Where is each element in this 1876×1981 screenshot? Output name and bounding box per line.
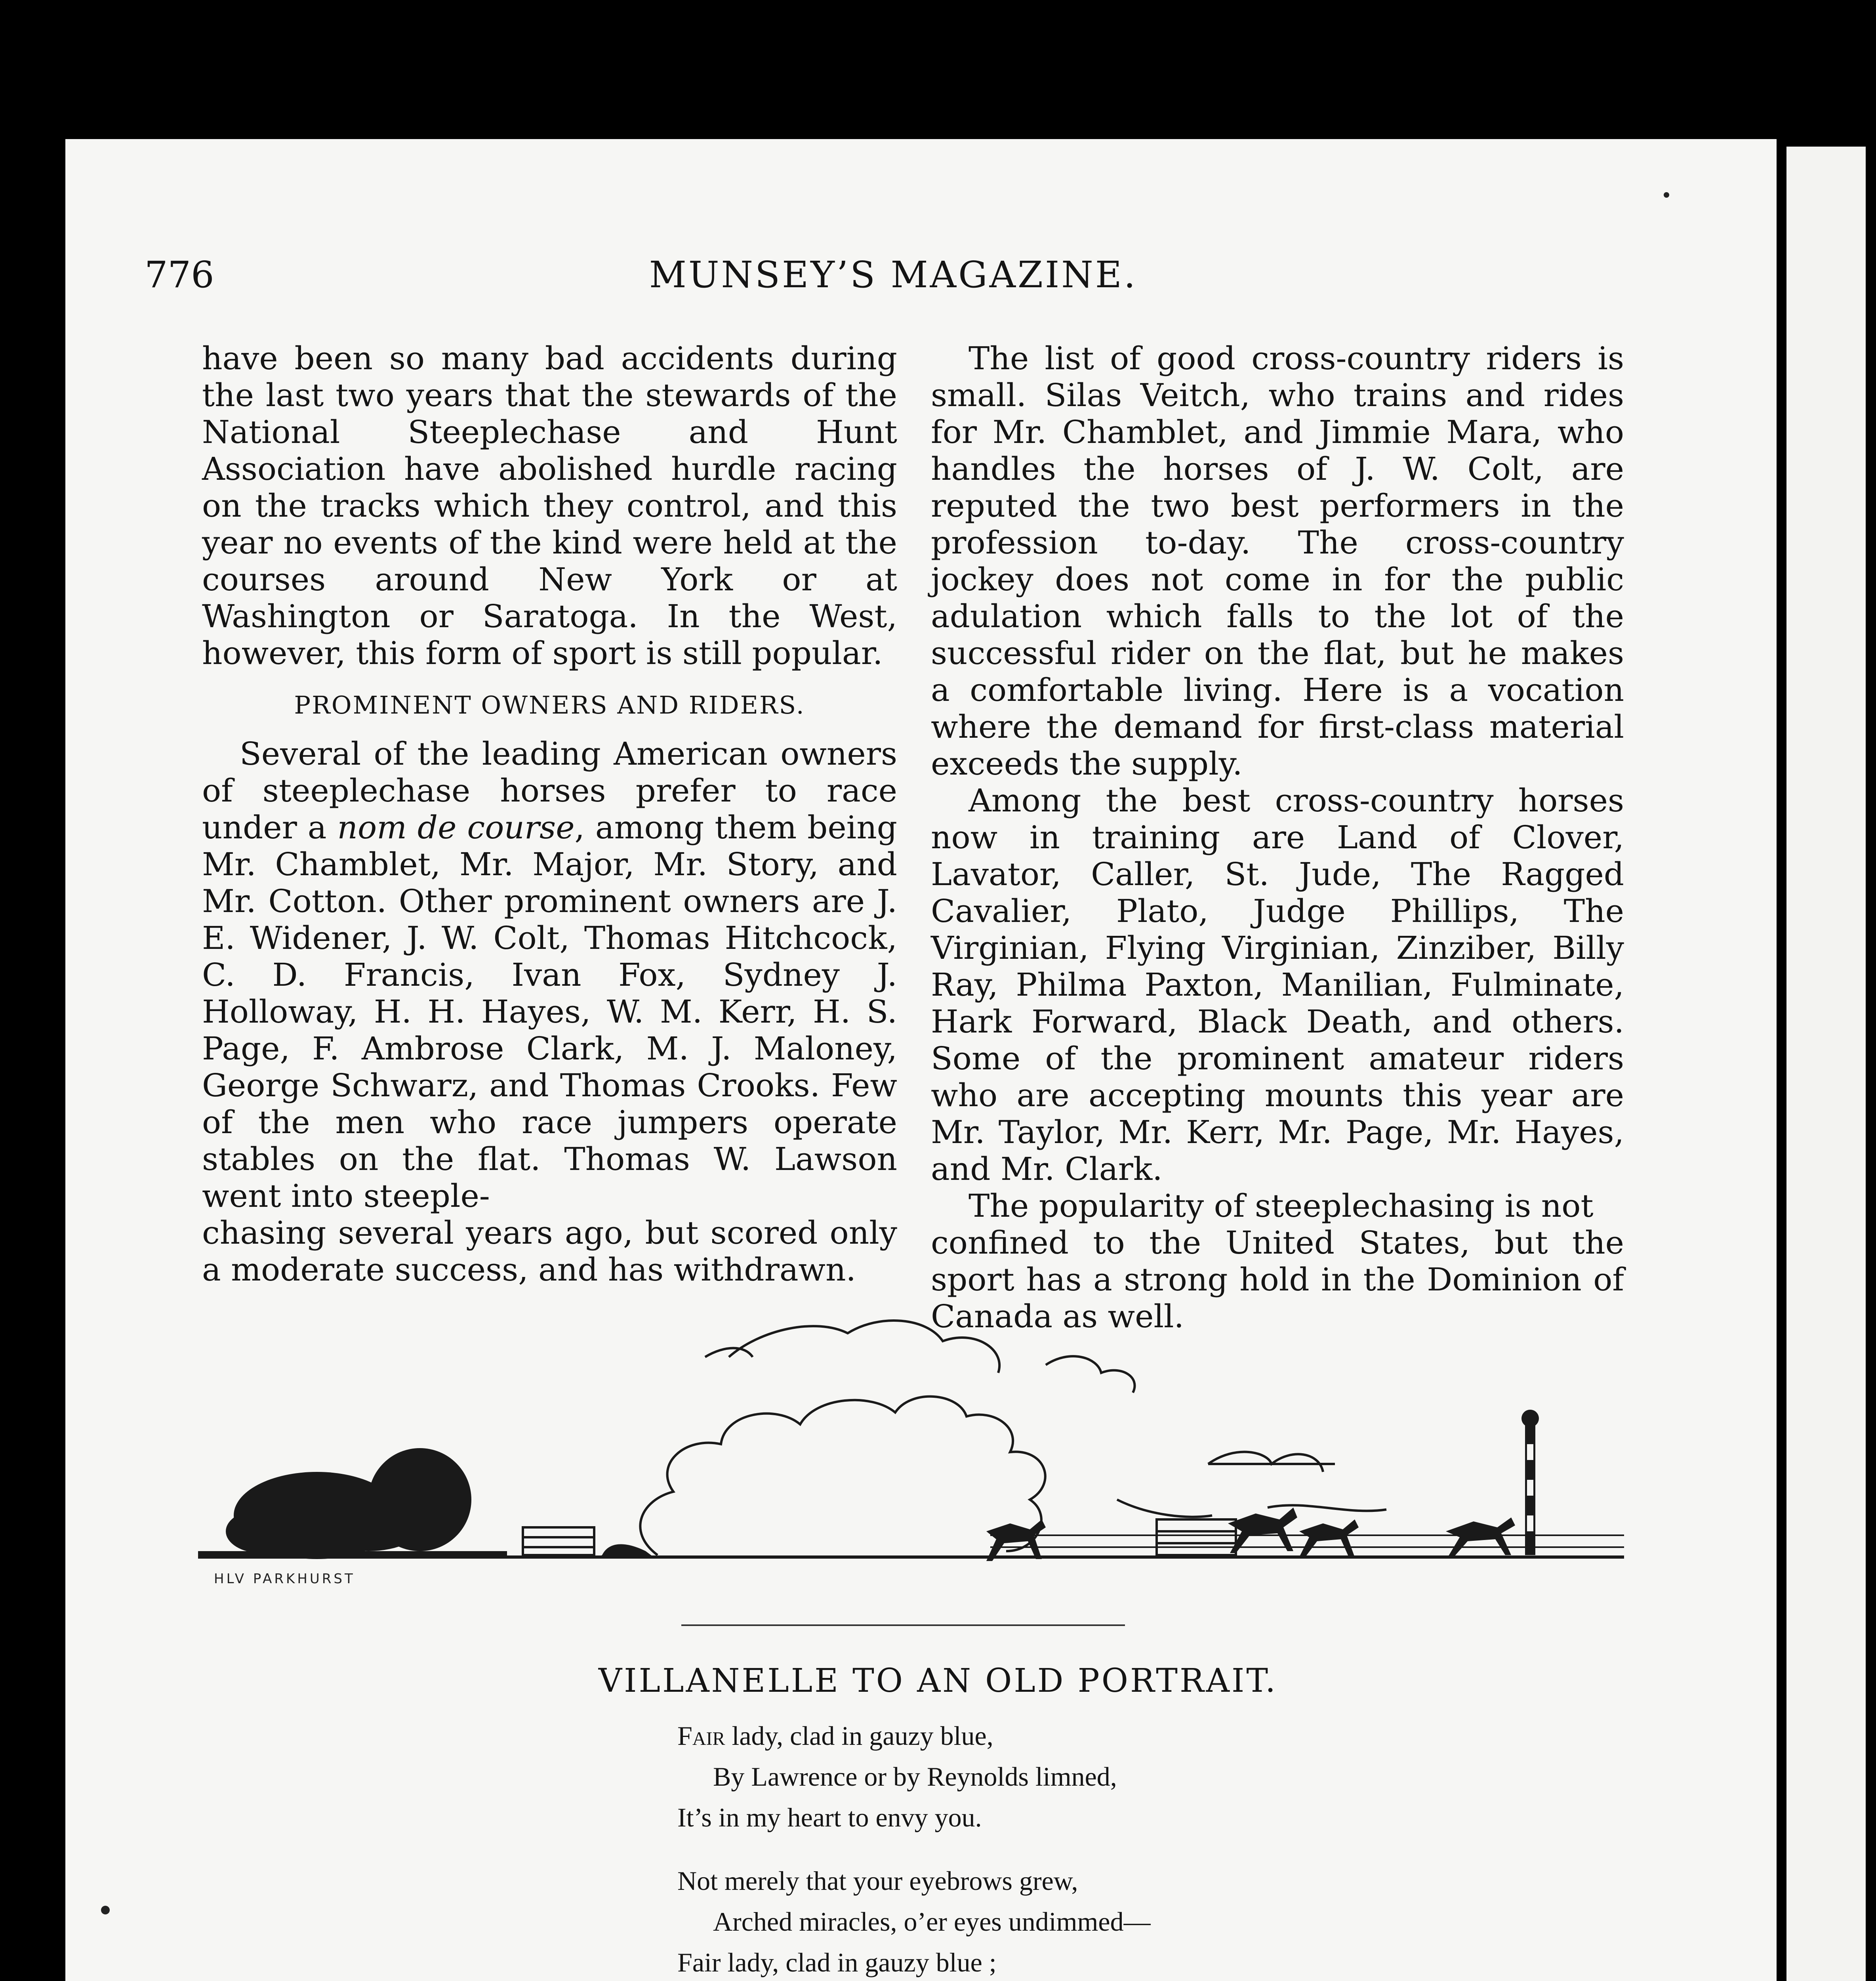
scan-speck — [1664, 192, 1669, 198]
paragraph-text: , among them being Mr. Chamblet, Mr. Major, Mr. Story, and Mr. Cotton. Other prominent owners are J. E. Widener, J. W. Colt, Thomas Hitchcock, C. D. Francis, Ivan Fox, Sydney J. Holloway, H. H. Hayes, W. M. Kerr, H. S. Page, F. Ambrose Clark, M. J. Maloney, George Schwarz, and Thomas Crooks. Few of the men who race jumpers operate stables on the flat. Thomas W. Lawson went into steeple- — [202, 809, 898, 1214]
italic-phrase: nom de course — [337, 809, 575, 846]
poem-line: Arched miracles, o’er eyes undimmed— — [713, 1907, 1151, 1937]
paragraph-text: Several of the leading American owners of steeplechase horses prefer to race under a — [202, 735, 897, 846]
section-subhead: PROMINENT OWNERS AND RIDERS. — [294, 691, 805, 719]
left-paragraph-2-wrap: chasing several years ago, but scored only a moderate success, and has withdrawn. — [202, 1214, 897, 1288]
right-paragraph-3-wrap: confined to the United States, but the sport has a strong hold in the Dominion of Canada as well. — [931, 1224, 1624, 1335]
steeplechase-illustration — [198, 1278, 1632, 1583]
poem-line-text: lady, clad in gauzy blue, — [725, 1721, 993, 1751]
right-column — [931, 340, 1624, 1335]
poem-first-word: Fair — [677, 1721, 725, 1751]
right-paragraph-3-first-line: The popularity of steeplechasing is not — [969, 1187, 1594, 1224]
left-column — [202, 340, 897, 1288]
poem-line — [677, 1716, 1219, 1756]
left-paragraph-2 — [202, 735, 897, 1214]
adjacent-page-edge — [1786, 147, 1866, 1981]
right-paragraph-1: The list of good cross-country riders is small. Silas Veitch, who trains and rides for Mr. Chamblet, and Jimmie Mara, who handles the horses of J. W. Colt, are reputed the two best performers in the profession to-day. The cross-country jockey does not come in for the public adulation which falls to the lot of the successful rider on the flat, but he makes a comfortable living. Here is a vocation where the demand for first-class material exceeds the supply. — [931, 340, 1624, 782]
scan-speck — [101, 1906, 110, 1914]
left-paragraph-1: have been so many bad accidents during the last two years that the stewards of the National Steeplechase and Hunt Association have abolished hurdle racing on the tracks which they control, and this year no events of the kind were held at the courses around New York or at Washington or Saratoga. In the West, however, this form of sport is still popular. — [202, 340, 897, 672]
poem-line: By Lawrence or by Reynolds limned, — [713, 1762, 1117, 1792]
running-head — [145, 254, 1642, 301]
page-number: 776 — [145, 254, 214, 296]
magazine-title: MUNSEY’S MAGAZINE. — [649, 254, 1138, 296]
poem-line: Not merely that your eyebrows grew, — [677, 1866, 1078, 1896]
poem-body — [677, 1716, 1219, 1981]
poem-line: It’s in my heart to envy you. — [677, 1802, 982, 1832]
poem-title: VILLANELLE TO AN OLD PORTRAIT. — [598, 1662, 1278, 1700]
right-paragraph-2: Among the best cross-country horses now in training are Land of Clover, Lavator, Caller, St. Jude, The Ragged Cavalier, Plato, Judge Phillips, The Virginian, Flying Virginian, Zinziber, Billy Ray, Philma Paxton, Manilian, Fulminate, Hark Forward, Black Death, and others. Some of the prominent amateur riders who are accepting mounts this year are Mr. Taylor, Mr. Kerr, Mr. Page, Mr. Hayes, and Mr. Clark. — [931, 782, 1624, 1187]
poem-line: Fair lady, clad in gauzy blue ; — [677, 1947, 997, 1977]
stanza-break — [677, 1838, 1219, 1861]
illustrator-signature: HLV PARKHURST — [214, 1571, 355, 1587]
section-divider — [681, 1624, 1125, 1626]
